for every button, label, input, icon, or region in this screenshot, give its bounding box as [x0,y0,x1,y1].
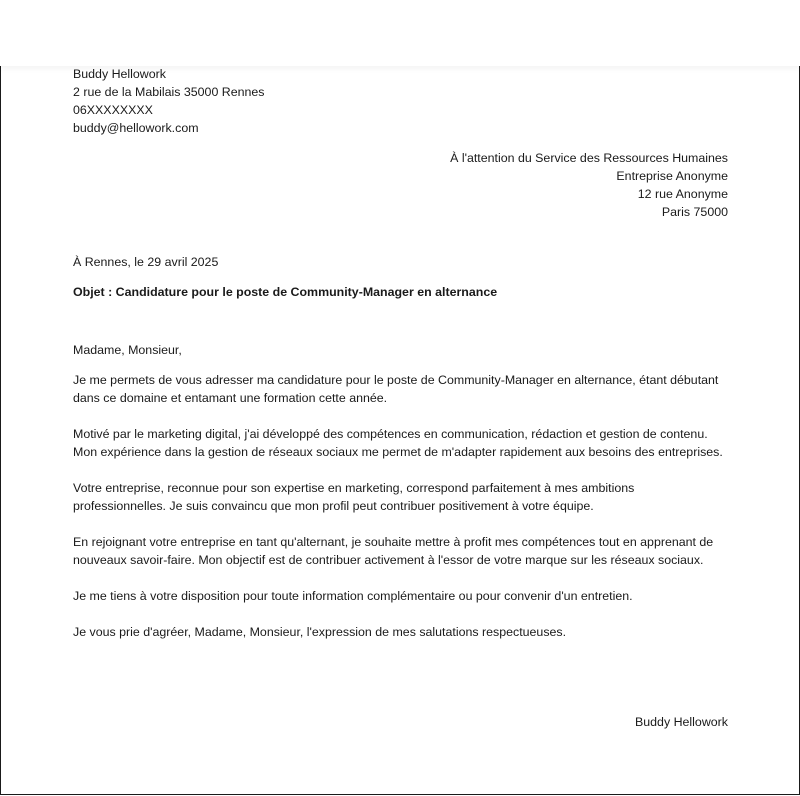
letter-body [73,371,728,659]
letter-page [0,66,800,795]
signature: Buddy Hellowork [635,715,728,729]
recipient-attention: À l'attention du Service des Ressources Humaines [450,151,728,165]
recipient-block [450,149,728,221]
paragraph-intro: Je me permets de vous adresser ma candidature pour le poste de Community-Manager en alternance, étant débutant dans ce domaine et entamant une formation cette année. [73,373,719,405]
paragraph-availability: Je me tiens à votre disposition pour toute information complémentaire ou pour convenir d'un entretien. [73,589,633,603]
sender-address: 2 rue de la Mabilais 35000 Rennes [73,85,265,99]
paragraph-goals: En rejoignant votre entreprise en tant qu'alternant, je souhaite mettre à profit mes compétences tout en apprenant de nouveaux savoir-faire. Mon objectif est de contribuer activement à l'essor de votre marque sur les réseaux sociaux. [73,535,714,567]
sender-block [73,65,265,137]
recipient-city: Paris 75000 [661,205,728,219]
paragraph-closing: Je vous prie d'agréer, Madame, Monsieur, l'expression de mes salutations respectueuses. [73,625,567,639]
document-top-margin [0,0,800,66]
paragraph-company: Votre entreprise, reconnue pour son expertise en marketing, correspond parfaitement à mes ambitions professionnelles. Je suis convaincu que mon profil peut contribuer positivement à votre équipe. [73,481,635,513]
sender-name: Buddy Hellowork [73,67,166,81]
subject-line: Objet : Candidature pour le poste de Community-Manager en alternance [73,285,498,299]
date-line: À Rennes, le 29 avril 2025 [73,255,219,269]
recipient-street: 12 rue Anonyme [637,187,728,201]
greeting: Madame, Monsieur, [73,343,182,357]
paragraph-skills: Motivé par le marketing digital, j'ai développé des compétences en communication, rédaction et gestion de contenu. Mon expérience dans la gestion de réseaux sociaux me permet de m'adapter rapidement aux besoins des entreprises. [73,427,723,459]
sender-email: buddy@hellowork.com [73,121,199,135]
recipient-company: Entreprise Anonyme [616,169,728,183]
sender-phone: 06XXXXXXXX [73,103,153,117]
